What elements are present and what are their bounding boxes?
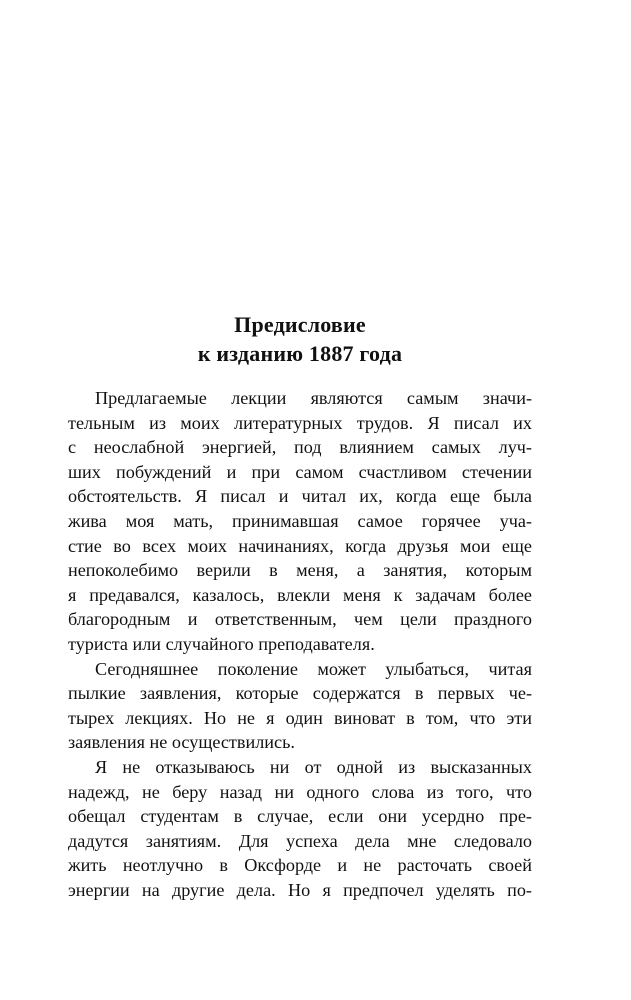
body-text [68, 386, 532, 902]
text-line: заявления не осуществились. [68, 732, 295, 753]
text-line: тырех лекциях. Но не я один виноват в том, что эти [68, 707, 532, 728]
text-line: благородным и ответственным, чем цели праздного [68, 609, 532, 630]
text-line: туриста или случайного преподавателя. [68, 633, 375, 654]
paragraph-3 [68, 755, 532, 903]
text-line: Сегодняшнее поколение может улыбаться, читая [95, 658, 532, 679]
text-line: жить неотлучно в Оксфорде и не расточать своей [68, 855, 532, 876]
text-line: тельным из моих литературных трудов. Я писал их [68, 412, 532, 433]
chapter-heading [68, 310, 532, 368]
text-line: энергии на другие дела. Но я предпочел уделять по- [68, 879, 532, 900]
text-line: Предлагаемые лекции являются самым значи- [95, 388, 532, 408]
heading-line-2: к изданию 1887 года [197, 341, 403, 366]
text-line: стие во всех моих начинаниях, когда друзья мои еще [68, 535, 532, 556]
text-line: пылкие заявления, которые содержатся в первых че- [68, 683, 532, 704]
text-line: обстоятельств. Я писал и читал их, когда еще была [68, 486, 532, 507]
text-line: надежд, не беру назад ни одного слова из того, что [68, 781, 532, 802]
paragraph-1 [68, 386, 532, 657]
text-line: с неослабной энергией, под влиянием самых луч- [68, 437, 532, 458]
text-line: Я не отказываюсь ни от одной из высказанных [95, 756, 532, 777]
text-line: обещал студентам в случае, если они усердно пре- [68, 806, 532, 827]
text-line: дадутся занятиям. Для успеха дела мне следовало [68, 830, 532, 851]
text-line: непоколебимо верили в меня, а занятия, которым [68, 560, 532, 581]
text-line: я предавался, казалось, влекли меня к задачам более [68, 584, 532, 605]
text-line: ших побуждений и при самом счастливом стечении [68, 461, 532, 482]
heading-line-1: Предисловие [234, 312, 366, 337]
text-line: жива моя мать, принимавшая самое горячее уча- [68, 510, 532, 531]
document-page [68, 310, 532, 902]
paragraph-2 [68, 657, 532, 755]
